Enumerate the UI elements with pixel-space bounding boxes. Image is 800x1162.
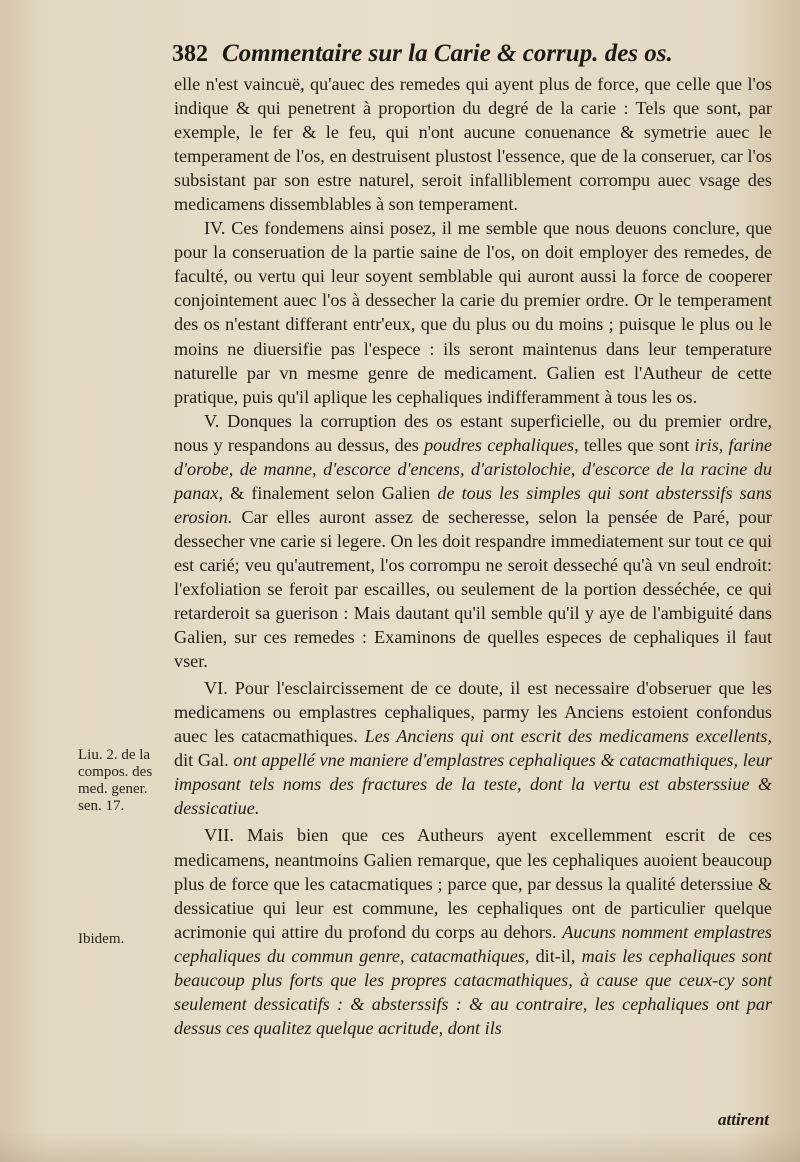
paragraph-vii-italic-1: Aucuns nomment emplastres cephaliques du commun genre, catacmathiques, — [174, 921, 772, 966]
paragraph-v-italic-1: poudres cephaliques — [424, 434, 575, 455]
body-text — [174, 72, 772, 1040]
paragraph-vii-text-1: VII. Mais bien que ces Autheurs ayent excellemment escrit de ces medicamens, neantmoins Galien remarque, que les cephaliques auoient beaucoup plus de force que les catacmatiques ; parce que, par dessus la qualité deterssiue & dessicatiue qui leur est commune, les cephaliques ont de particulier quelque acrimonie qui attire du profond du corps au dehors. — [174, 825, 772, 942]
margin-note-ibidem: Ibidem. — [78, 931, 125, 947]
running-header — [172, 40, 772, 76]
paragraph-vi — [174, 676, 772, 820]
paragraph-v-text-4: Car elles auront assez de secheresse, selon la pensée de Paré, pour dessecher vne carie si legere. On les doit respandre immediatement sur tout ce qui est carié; veu qu'autrement, l'os corrompu ne seroit desseché qu'à vn seul endroit: l'exfoliation se feroit par escailles, ou seulement de la portion desséchée, ce qui retarderoit sa guerison : Mais dautant qu'il semble qu'il y aye de l'ambiguité dans Galien, sur ces remedes : Examinons de quelles especes de cephaliques il faut vser. — [174, 506, 772, 672]
paragraph-vi-text-1: VI. Pour l'esclaircissement de ce doute, il est necessaire d'obseruer que les medicamens ou emplastres cephaliques, parmy les Anciens estoient confondus auec les catacmathiques. — [174, 678, 772, 747]
paragraph-iv: IV. Ces fondemens ainsi posez, il me semble que nous deuons conclure, que pour la conseruation de la partie saine de l'os, on doit employer des remedes, de faculté, ou vertu qui leur soyent semblable qui auront aussi la force de cooperer conjointement auec l'os à dessecher la carie du premier ordre. Or le temperament des os n'estant differant entr'eux, que du plus ou du moins ; puisque le plus ou le moins ne diuersifie pas l'espece : ils seront maintenus dans leur temperature naturelle par vn mesme genre de medicament. Galien est l'Autheur de cette pratique, puis qu'il aplique les cephaliques indifferamment à tous les os. — [174, 218, 772, 407]
page-number: 382 — [172, 41, 208, 67]
paragraph-vii-italic-2: mais les cephaliques sont beaucoup plus forts que les propres catacmathiques, à cause que ceux-cy sont seulement dessicatifs : & absterssifs : & au contraire, les cephaliques ont par dessus ces qualitez quelque acritude, dont ils — [174, 945, 772, 1038]
margin-note-source: Liu. 2. de la compos. des med. gener. sen. 17. — [78, 747, 153, 814]
paragraph-vi-italic-2: ont appellé vne maniere d'emplastres cephaliques & catacmathiques, leur imposant tels noms des fractures de la teste, dont la vertu est absterssiue & dessicatiue. — [174, 750, 773, 819]
paragraph-v — [174, 409, 772, 674]
paragraph-v-text-1: V. Donques la corruption des os estant superficielle, ou du premier ordre, nous y respandons au dessus, des — [174, 410, 772, 455]
paragraph-continued: elle n'est vaincuë, qu'auec des remedes qui ayent plus de force, que celle que l'os indique & qui penetrent à proportion du degré de la carie : Tels que sont, par exemple, le fer & le feu, qui n'ont aucune conuenance & symetrie auec le temperament de l'os, en destruisent plustost l'essence, que de la conseruer, car l'os subsistant par son estre naturel, seroit infalliblement corrompu auec vsage des medicamens dissemblables à son temperament. — [174, 74, 772, 215]
paragraph-v-text-3: & finalement selon Galien — [223, 482, 438, 503]
paragraph-vi-italic-1: Les Anciens qui ont escrit des medicamens excellents, — [364, 726, 772, 747]
paragraph-v-italic-2: iris, farine d'orobe, de manne, d'escorce d'encens, d'aristolochie, d'escorce de la racine du panax, — [174, 434, 772, 503]
catchword: attirent — [718, 1110, 770, 1129]
paragraph-vii — [174, 823, 772, 1039]
paragraph-v-text-2: , telles que sont — [574, 434, 695, 455]
paragraph-vii-text-2: dit-il, — [529, 945, 582, 966]
paragraph-vi-text-2: dit Gal. — [174, 750, 234, 771]
running-title: Commentaire sur la Carie & corrup. des os. — [222, 40, 673, 67]
paragraph-v-italic-3: de tous les simples qui sont absterssifs sans erosion. — [174, 482, 772, 527]
